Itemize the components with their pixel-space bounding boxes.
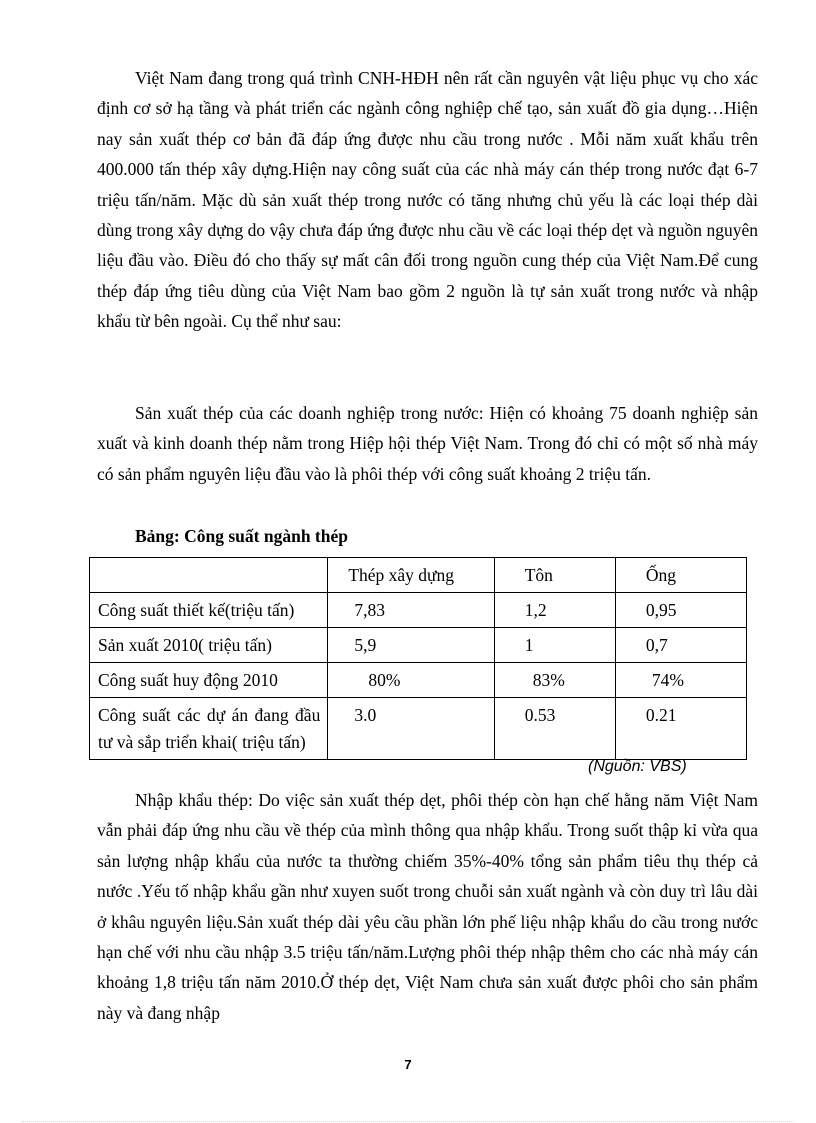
table-cell: 0,95 [615, 593, 746, 628]
paragraph-intro: Việt Nam đang trong quá trình CNH-HĐH nên rất cần nguyên vật liệu phục vụ cho xác định cơ sở hạ tầng và phát triển các ngành công nghiệp chế tạo, sản xuất đồ gia dụng…Hiện nay sản xuất thép cơ bản đã đáp ứng được nhu cầu trong nước . Mỗi năm xuất khẩu trên 400.000 tấn thép xây dựng.Hiện nay công suất của các nhà máy cán thép trong nước đạt 6-7 triệu tấn/năm. Mặc dù sản xuất thép trong nước có tăng nhưng chủ yếu là các loại thép dài dùng trong xây dựng do vậy chưa đáp ứng được nhu cầu về các loại thép dẹt và nguồn nguyên liệu đầu vào. Điều đó cho thấy sự mất cân đối trong nguồn cung thép của Việt Nam.Để cung thép đáp ứng tiêu dùng của Việt Nam bao gồm 2 nguồn là tự sản xuất trong nước và nhập khẩu từ bên ngoài. Cụ thể như sau: [97, 68, 758, 332]
table-cell: 5,9 [328, 628, 494, 663]
table-header-cell: Tôn [494, 558, 615, 593]
paragraph-domestic-production: Sản xuất thép của các doanh nghiệp trong nước: Hiện có khoảng 75 doanh nghiệp sản xuất và kinh doanh thép nằm trong Hiệp hội thép Việt Nam. Trong đó chỉ có một số nhà máy có sản phẩm nguyên liệu đầu vào là phôi thép với công suất khoảng 2 triệu tấn. [97, 403, 758, 484]
table-cell-label: Công suất huy động 2010 [90, 663, 328, 698]
table-cell: 0,7 [615, 628, 746, 663]
table-row [90, 593, 747, 628]
table-row [90, 628, 747, 663]
table-header-cell: Ống [615, 558, 746, 593]
table-cell: 0.53 [494, 698, 615, 760]
table-cell: 80% [328, 663, 494, 698]
steel-capacity-table [89, 557, 747, 760]
table-cell: 1,2 [494, 593, 615, 628]
paragraph-steel-imports: Nhập khẩu thép: Do việc sản xuất thép dẹt, phôi thép còn hạn chế hằng năm Việt Nam vẫn phải đáp ứng nhu cầu về thép của mình thông qua nhập khẩu. Trong suốt thập kỉ vừa qua sản lượng nhập khẩu của nước ta thường chiếm 35%-40% tổng sản phẩm tiêu thụ thép cả nước .Yếu tố nhập khẩu gần như xuyen suốt trong chuỗi sản xuất ngành và còn duy trì lâu dài ở khâu nguyên liệu.Sản xuất thép dài yêu cầu phần lớn phế liệu nhập khẩu do cầu trong nước hạn chế với nhu cầu nhập 3.5 triệu tấn/năm.Lượng phôi thép nhập thêm cho các nhà máy cán khoảng 1,8 triệu tấn năm 2010.Ở thép dẹt, Việt Nam chưa sản xuất được phôi cho sản phẩm này và đang nhập [97, 790, 758, 1023]
table-cell: 7,83 [328, 593, 494, 628]
source-note: (Nguồn: VBS) [588, 758, 687, 775]
table-header-cell: Thép xây dựng [328, 558, 494, 593]
table-header-row [90, 558, 747, 593]
table-cell-label: Công suất thiết kế(triệu tấn) [90, 593, 328, 628]
table-cell: 0.21 [615, 698, 746, 760]
table-cell: 83% [494, 663, 615, 698]
table-cell: 1 [494, 628, 615, 663]
table-header-cell [90, 558, 328, 593]
table-cell-label: Công suất các dự án đang đầu tư và sắp triển khai( triệu tấn) [90, 698, 328, 760]
table-row [90, 698, 747, 760]
table-cell: 3.0 [328, 698, 494, 760]
table-cell: 74% [615, 663, 746, 698]
table-cell-label: Sản xuất 2010( triệu tấn) [90, 628, 328, 663]
footer-divider [22, 1121, 794, 1122]
table-caption: Bảng: Công suất ngành thép [135, 526, 348, 546]
page-number: 7 [404, 1057, 412, 1072]
table-row [90, 663, 747, 698]
